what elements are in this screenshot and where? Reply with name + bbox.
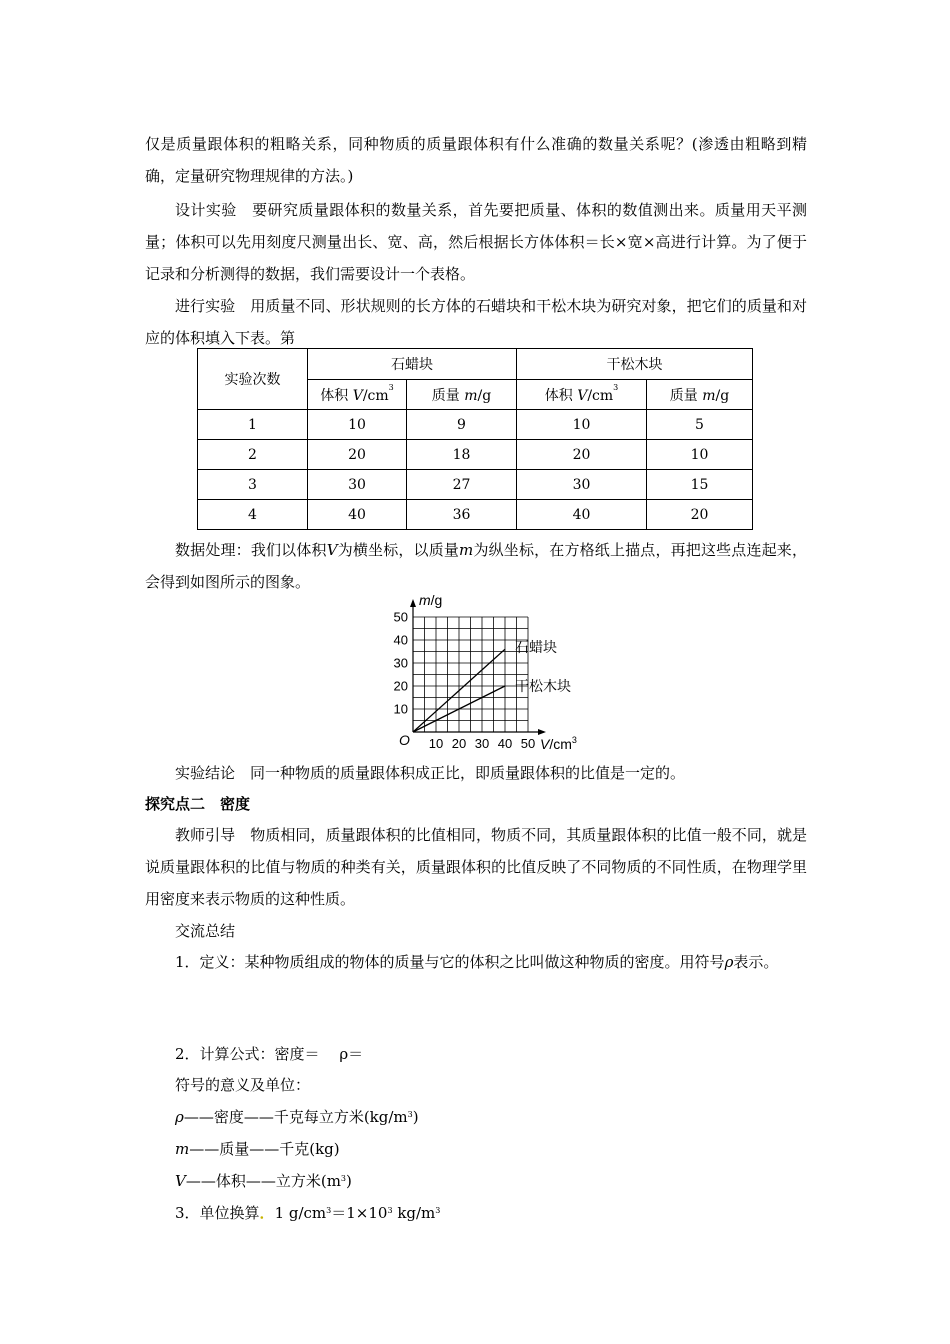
x-tick-label: 10 — [428, 736, 444, 751]
paragraph-design-experiment: 设计实验 要研究质量跟体积的数量关系，首先要把质量、体积的数值测出来。质量用天平测量；体积可以先用刻度尺测量出长、宽、高，然后根据长方体体积＝长×宽×高进行计算。为了便于记录和分析测得的数据，我们需要设计一个表格。 — [145, 201, 807, 283]
y-tick-label: 40 — [393, 632, 408, 648]
y-axis-label: m/g — [419, 592, 443, 608]
y-tick-label: 30 — [393, 655, 408, 671]
x-tick-label: 40 — [497, 736, 513, 751]
paragraph-intro: 仅是质量跟体积的粗略关系，同种物质的质量跟体积有什么准确的数量关系呢？(渗透由粗略到精确，定量研究物理规律的方法。) — [145, 135, 807, 185]
x-tick-label: 30 — [474, 736, 490, 751]
paragraph-unit-conversion: 3．单位换算．1 $g/cm^3=1\times 10^3$ $kg/m^3$ — [175, 1204, 441, 1222]
symbol-line-density: ρ——密度——千克每立方米$(kg/m^3)$ — [175, 1108, 419, 1126]
x-axis-arrow — [538, 729, 546, 735]
y-tick-label: 20 — [393, 678, 408, 694]
table-cell: 4 — [198, 500, 308, 530]
table-cell: 3 — [198, 470, 308, 500]
paragraph-conclusion: 实验结论 同一种物质的质量跟体积成正比，即质量跟体积的比值是一定的。 — [175, 764, 686, 782]
paragraph-definition: 1．定义：某种物质组成的物体的质量与它的体积之比叫做这种物质的密度。用符号ρ表示。 — [175, 953, 779, 971]
y-tick-label: 10 — [393, 701, 408, 717]
header-volume: 体积 $V/cm^3$ — [308, 380, 407, 410]
table-cell: 10 — [647, 440, 753, 470]
series-label: 干松木块 — [515, 679, 571, 695]
table-cell: 40 — [517, 500, 647, 530]
table-cell: 1 — [198, 410, 308, 440]
x-tick-label: 20 — [451, 736, 467, 751]
paragraph-summary-title: 交流总结 — [175, 922, 236, 940]
header-volume: 体积 $V/cm^3$ — [517, 380, 647, 410]
table-cell: 9 — [407, 410, 517, 440]
paragraph-conduct-experiment: 进行实验 用质量不同、形状规则的长方体的石蜡块和干松木块为研究对象，把它们的质量和对应的体积填入下表。第 — [145, 297, 807, 347]
table-cell: 10 — [517, 410, 647, 440]
table-cell: 20 — [308, 440, 407, 470]
table-cell: 18 — [407, 440, 517, 470]
table-row — [198, 500, 753, 530]
paragraph-teacher-guide: 教师引导 物质相同，质量跟体积的比值相同，物质不同，其质量跟体积的比值一般不同，就是说质量跟体积的比值与物质的种类有关，质量跟体积的比值反映了不同物质的不同性质，在物理学里用密度来表示物质的这种性质。 — [145, 826, 807, 908]
header-trial-count: 实验次数 — [198, 349, 308, 410]
table-cell: 27 — [407, 470, 517, 500]
table-row — [198, 410, 753, 440]
origin-label: O — [399, 732, 410, 748]
paragraph-data-processing: 数据处理：我们以体积V为横坐标，以质量m为纵坐标，在方格纸上描点，再把这些点连起来，会得到如图所示的图象。 — [145, 541, 807, 591]
chart-grid — [413, 617, 528, 732]
table-cell: 20 — [517, 440, 647, 470]
table-cell: 5 — [647, 410, 753, 440]
chart-axes — [410, 599, 546, 735]
table-row — [198, 470, 753, 500]
paragraph-formula: 2．计算公式：密度＝ ρ＝ — [175, 1045, 364, 1063]
data-table — [197, 348, 753, 530]
table-cell: 30 — [517, 470, 647, 500]
table-cell: 15 — [647, 470, 753, 500]
header-mass: 质量 m/g — [407, 380, 517, 410]
x-axis-label: $V/cm^3$ — [540, 735, 577, 752]
symbol-line-volume: V——体积——立方米$(m^3)$ — [175, 1172, 352, 1190]
table-cell: 36 — [407, 500, 517, 530]
series-label: 石蜡块 — [515, 640, 557, 657]
symbol-line-mass: m——质量——千克(kg) — [175, 1140, 340, 1158]
section-heading-density: 探究点二 密度 — [145, 795, 251, 813]
paragraph-symbols-title: 符号的意义及单位： — [175, 1076, 311, 1094]
mass-volume-chart — [375, 590, 605, 760]
y-tick-label: 50 — [393, 609, 408, 625]
table-cell: 20 — [647, 500, 753, 530]
header-paraffin: 石蜡块 — [308, 349, 517, 380]
table-cell: 10 — [308, 410, 407, 440]
x-tick-label: 50 — [520, 736, 536, 751]
table-cell: 2 — [198, 440, 308, 470]
table-cell: 40 — [308, 500, 407, 530]
y-axis-arrow — [410, 599, 416, 607]
chart-labels — [419, 592, 577, 752]
table-row — [198, 440, 753, 470]
header-mass: 质量 m/g — [647, 380, 753, 410]
table-cell: 30 — [308, 470, 407, 500]
header-pine-wood: 干松木块 — [517, 349, 753, 380]
